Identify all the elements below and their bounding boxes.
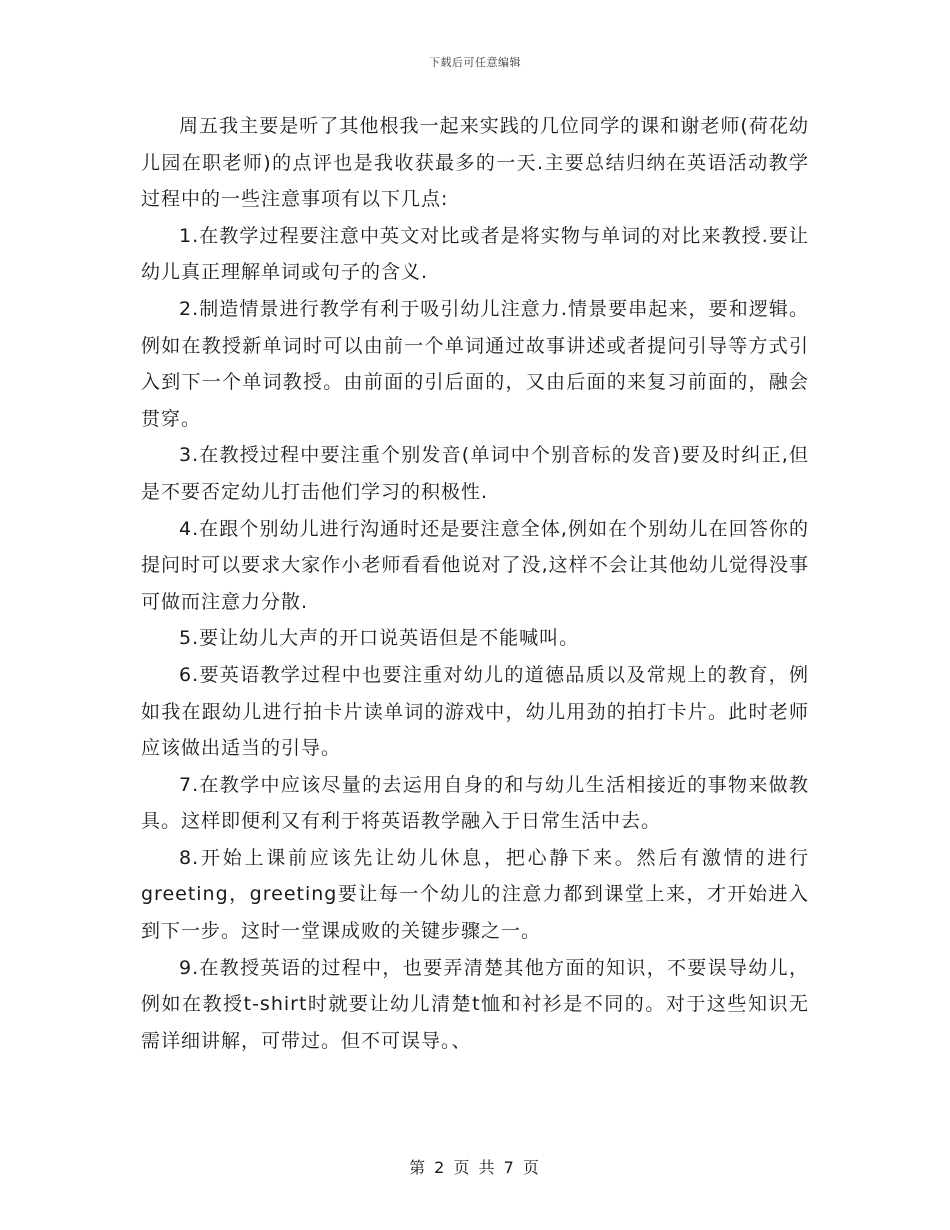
page-number-label: 第 2 页 共 7 页 <box>409 1158 541 1177</box>
paragraph-point-8: 8.开始上课前应该先让幼儿休息，把心静下来。然后有激情的进行greeting，greeting要让每一个幼儿的注意力都到课堂上来，才开始进入到下一步。这时一堂课成败的关键步骤之一。 <box>141 846 809 943</box>
page-header-note: 下载后可任意编辑 <box>429 56 521 69</box>
paragraph-point-7: 7.在教学中应该尽量的去运用自身的和与幼儿生活相接近的事物来做教具。这样即便利又有利于将英语教学融入于日常生活中去。 <box>141 773 809 833</box>
paragraph-point-1: 1.在教学过程要注意中英文对比或者是将实物与单词的对比来教授.要让幼儿真正理解单词或句子的含义. <box>141 224 809 284</box>
paragraph-point-6: 6.要英语教学过程中也要注重对幼儿的道德品质以及常规上的教育，例如我在跟幼儿进行拍卡片读单词的游戏中，幼儿用劲的拍打卡片。此时老师应该做出适当的引导。 <box>141 663 809 760</box>
paragraph-point-2: 2.制造情景进行教学有利于吸引幼儿注意力.情景要串起来，要和逻辑。例如在教授新单词时可以由前一个单词通过故事讲述或者提问引导等方式引入到下一个单词教授。由前面的引后面的，又由后面的来复习前面的，融会贯穿。 <box>141 297 809 430</box>
page-number <box>0 1155 950 1178</box>
document-body <box>141 108 809 1059</box>
paragraph-point-9: 9.在教授英语的过程中，也要弄清楚其他方面的知识，不要误导幼儿，例如在教授t-shirt时就要让幼儿清楚t恤和衬衫是不同的。对于这些知识无需详细讲解，可带过。但不可误导。、 <box>141 956 809 1052</box>
paragraph-point-3: 3.在教授过程中要注重个别发音(单词中个别音标的发音)要及时纠正,但是不要否定幼儿打击他们学习的积极性. <box>141 444 809 503</box>
paragraph-point-5: 5.要让幼儿大声的开口说英语但是不能喊叫。 <box>179 627 580 650</box>
paragraph-point-4: 4.在跟个别幼儿进行沟通时还是要注意全体,例如在个别幼儿在回答你的提问时可以要求大家作小老师看看他说对了没,这样不会让其他幼儿觉得没事可做而注意力分散. <box>141 517 809 613</box>
paragraph-intro: 周五我主要是听了其他根我一起来实践的几位同学的课和谢老师(荷花幼儿园在职老师)的点评也是我收获最多的一天.主要总结归纳在英语活动教学过程中的一些注意事项有以下几点: <box>141 115 809 211</box>
